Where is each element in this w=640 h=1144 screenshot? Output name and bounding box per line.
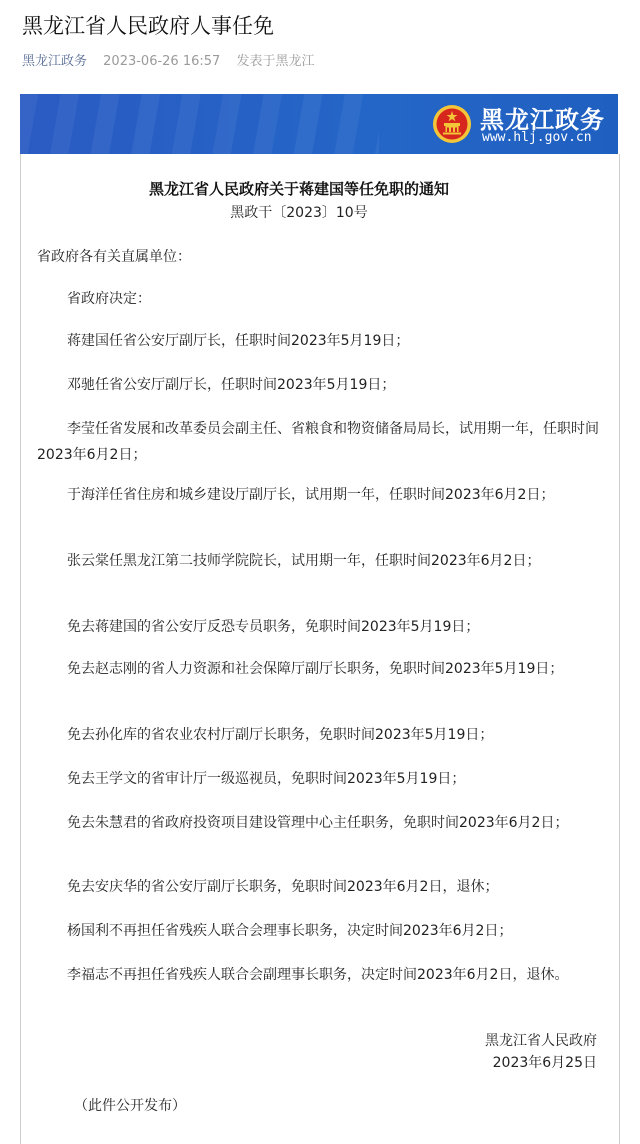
header-banner: [20, 94, 618, 154]
banner-pattern: [20, 94, 379, 154]
paragraph: 免去王学文的省审计厅一级巡视员，免职时间2023年5月19日；: [67, 771, 466, 787]
paragraph: 张云棠任黑龙江第二技师学院院长，试用期一年，任职时间2023年6月2日；: [67, 553, 541, 569]
banner-brand-name: 黑龙江政务: [480, 106, 605, 134]
paragraph: 免去孙化库的省农业农村厅副厅长职务，免职时间2023年5月19日；: [67, 727, 494, 743]
paragraph: 李莹任省发展和改革委员会副主任、省粮食和物资储备局局长，试用期一年，任职时间2023年6月2日；: [37, 421, 599, 463]
publish-time: 2023-06-26 16:57: [103, 54, 221, 69]
banner-url: www.hlj.gov.cn: [482, 130, 592, 145]
paragraph: 免去朱慧君的省政府投资项目建设管理中心主任职务，免职时间2023年6月2日；: [67, 815, 569, 831]
paragraph: 邓驰任省公安厅副厅长，任职时间2023年5月19日；: [67, 377, 396, 393]
paragraph: 省政府决定：: [67, 291, 151, 307]
document-title: 黑龙江省人民政府关于蒋建国等任免职的通知: [148, 180, 449, 198]
paragraph: 蒋建国任省公安厅副厅长，任职时间2023年5月19日；: [67, 333, 410, 349]
signature-date: 2023年6月25日: [492, 1055, 597, 1071]
article-meta: [22, 50, 314, 69]
paragraph: 杨国利不再担任省残疾人联合会理事长职务，决定时间2023年6月2日；: [67, 923, 513, 939]
public-release-note: （此件公开发布）: [74, 1098, 186, 1114]
paragraph: 免去赵志刚的省人力资源和社会保障厅副厅长职务，免职时间2023年5月19日；: [67, 661, 564, 677]
author-link[interactable]: 黑龙江政务: [22, 54, 88, 69]
document-number: 黑政干〔2023〕10号: [230, 205, 368, 221]
publish-location: 发表于黑龙江: [236, 54, 315, 69]
paragraph: 于海洋任省住房和城乡建设厅副厅长，试用期一年，任职时间2023年6月2日；: [67, 487, 555, 503]
paragraph: 李福志不再担任省残疾人联合会副理事长职务，决定时间2023年6月2日，退休。: [67, 967, 569, 983]
national-emblem-icon: [432, 104, 472, 144]
paragraph: 免去蒋建国的省公安厅反恐专员职务，免职时间2023年5月19日；: [67, 619, 480, 635]
signature-org: 黑龙江省人民政府: [485, 1033, 597, 1049]
paragraph: 免去安庆华的省公安厅副厅长职务，免职时间2023年6月2日，退休；: [67, 879, 499, 895]
article-title: 黑龙江省人民政府人事任免: [22, 14, 274, 38]
salutation: 省政府各有关直属单位：: [37, 249, 191, 265]
